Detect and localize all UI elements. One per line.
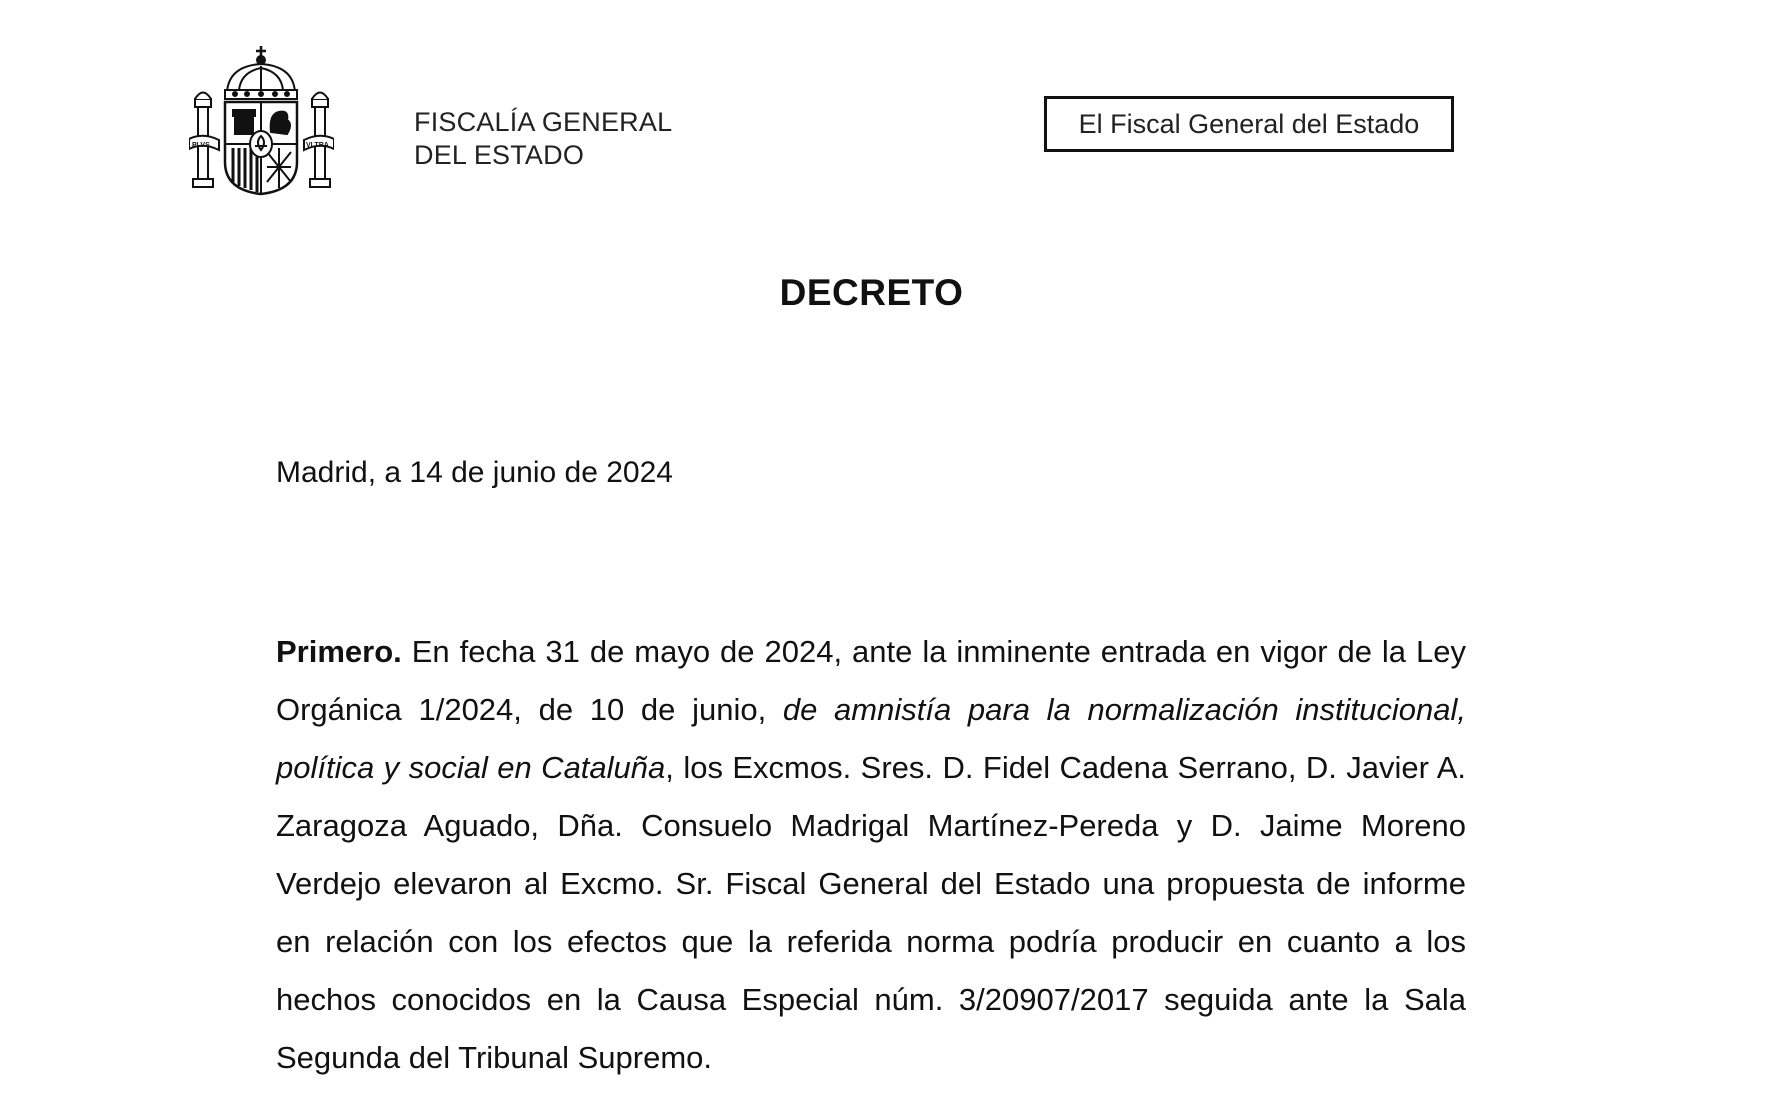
coat-of-arms-icon (189, 44, 334, 197)
paragraph-text-1: En fecha 31 de mayo de 2024, ante la inminente entrada en vigor de la Ley Orgánica 1/2024, de 10 de junio, (276, 634, 1466, 727)
paragraph-primero (276, 623, 1466, 1087)
institution-name (414, 106, 672, 172)
document-date: Madrid, a 14 de junio de 2024 (276, 456, 673, 489)
law-title-italic: de amnistía para la normalización institucional, política y social en Cataluña (276, 692, 1466, 785)
svg-text:VLTRA: VLTRA (306, 142, 329, 149)
paragraph-heading: Primero. (276, 634, 402, 669)
institution-line-1: FISCALÍA GENERAL (414, 107, 673, 137)
institution-line-2: DEL ESTADO (414, 140, 585, 170)
document-title: DECRETO (779, 272, 964, 313)
svg-text:PLVS: PLVS (192, 142, 210, 149)
fiscal-general-box: El Fiscal General del Estado (1044, 96, 1454, 152)
paragraph-text-2: , los Excmos. Sres. D. Fidel Cadena Serrano, D. Javier A. Zaragoza Aguado, Dña. Consuelo Madrigal Martínez-Pereda y D. Jaime Moreno Verdejo elevaron al Excmo. Sr. Fiscal General del Estado una propuesta de informe en relación con los efectos que la referida norma podría producir en cuanto a los hechos conocidos en la Causa Especial núm. 3/20907/2017 seguida ante la Sala Segunda del Tribunal Supremo. (276, 750, 1466, 1075)
